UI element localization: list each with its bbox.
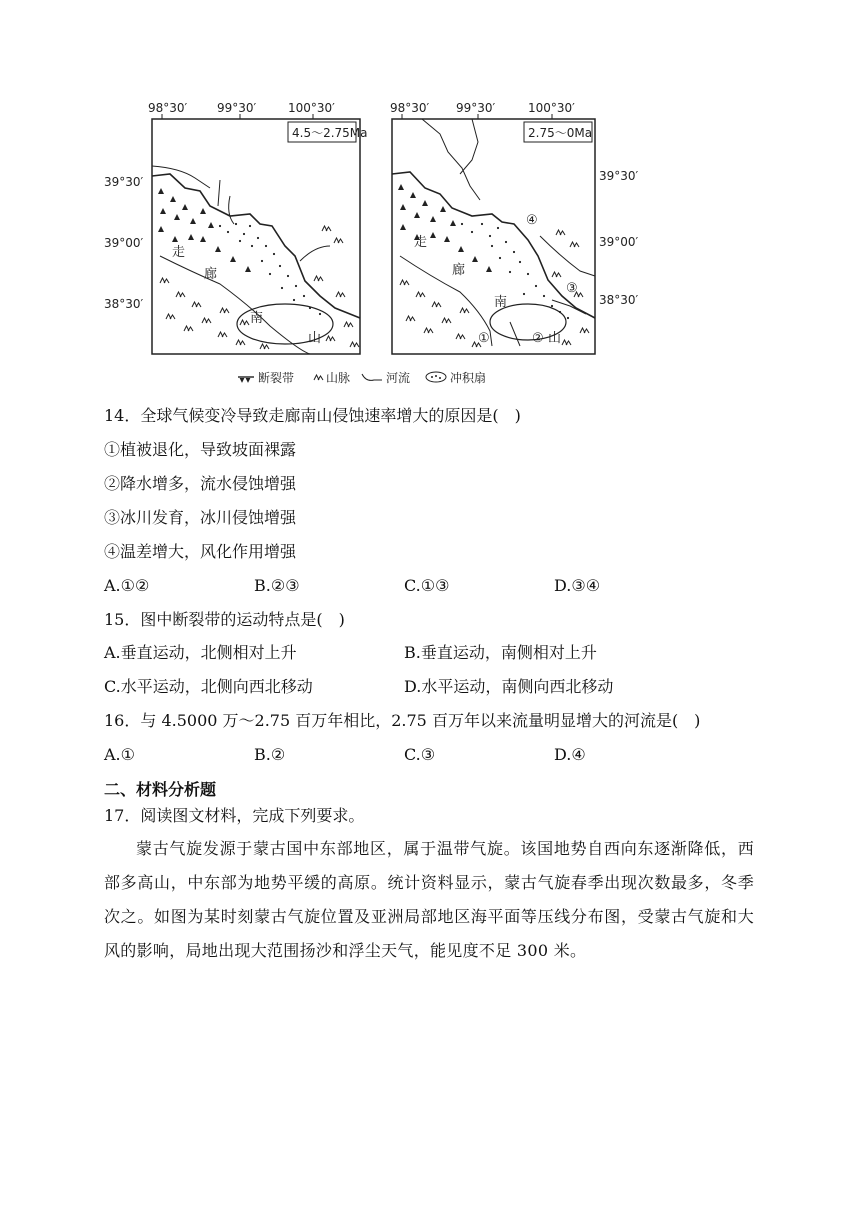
right-lat-label-1: 39°30′ xyxy=(599,169,639,183)
q14-option-b[interactable]: B.②③ xyxy=(254,576,300,595)
q14-option-c[interactable]: C.①③ xyxy=(404,576,450,595)
q16-option-b[interactable]: B.② xyxy=(254,745,286,764)
q14-option-a[interactable]: A.①② xyxy=(104,576,150,595)
left-map-char-lang: 廊 xyxy=(204,267,218,282)
river-marker-1: ① xyxy=(478,331,490,346)
left-lat-label-1: 39°30′ xyxy=(104,175,144,189)
q15-stem: 15．图中断裂带的运动特点是( ) xyxy=(104,610,345,629)
right-lon-label-3: 100°30′ xyxy=(528,101,575,115)
river-marker-3: ③ xyxy=(566,281,578,296)
map-legend xyxy=(238,370,486,385)
q14-item-1: ①植被退化，导致坡面裸露 xyxy=(104,440,297,459)
q17-material-paragraph: 蒙古气旋发源于蒙古国中东部地区，属于温带气旋。该国地势自西向东逐渐降低，西部多高山，中东部为地势平缓的高原。统计资料显示，蒙古气旋春季出现次数最多，冬季次之。如图为某时刻蒙古气旋位置及亚洲局部地区海平面等压线分布图，受蒙古气旋和大风的影响，局地出现大范围扬沙和浮尘天气，能见度不足 300 米。 xyxy=(104,839,754,960)
left-period-box: 4.5～2.75Ma xyxy=(292,126,368,140)
right-map-char-nan: 南 xyxy=(494,295,508,310)
q15-option-b[interactable]: B.垂直运动，南侧相对上升 xyxy=(404,643,597,662)
legend-river: 河流 xyxy=(386,371,411,385)
left-map-char-shan: 山 xyxy=(308,331,322,346)
right-map xyxy=(390,101,639,354)
right-lon-label-2: 99°30′ xyxy=(456,101,496,115)
right-map-char-shan: 山 xyxy=(548,331,562,346)
right-period-box: 2.75～0Ma xyxy=(528,126,593,140)
right-map-char-zou: 走 xyxy=(414,235,428,250)
left-lat-label-3: 38°30′ xyxy=(104,297,144,311)
right-map-char-lang: 廊 xyxy=(452,263,466,278)
right-lon-label-1: 98°30′ xyxy=(390,101,430,115)
legend-fault-zone: 断裂带 xyxy=(258,371,295,385)
q16-option-a[interactable]: A.① xyxy=(104,745,135,764)
q14-item-4: ④温差增大，风化作用增强 xyxy=(104,542,297,561)
left-lon-label-3: 100°30′ xyxy=(288,101,335,115)
q14-item-3: ③冰川发育，冰川侵蚀增强 xyxy=(104,508,297,527)
q16-stem: 16．与 4.5000 万～2.75 百万年相比，2.75 百万年以来流量明显增大的河流是( ) xyxy=(104,711,701,730)
legend-alluvial-fan: 冲积扇 xyxy=(450,371,487,385)
section-heading-material-analysis: 二、材料分析题 xyxy=(104,780,217,799)
river-marker-4: ④ xyxy=(526,213,538,228)
legend-mountain: 山脉 xyxy=(326,371,351,385)
q17-stem: 17．阅读图文材料，完成下列要求。 xyxy=(104,806,365,825)
river-marker-2: ② xyxy=(532,331,544,346)
left-lat-label-2: 39°00′ xyxy=(104,236,144,250)
q14-option-d[interactable]: D.③④ xyxy=(554,576,601,595)
fault-zone-maps-figure xyxy=(100,96,639,396)
q15-option-d[interactable]: D.水平运动，南侧向西北移动 xyxy=(404,677,614,696)
q15-option-a[interactable]: A.垂直运动，北侧相对上升 xyxy=(104,643,297,662)
left-map-char-nan: 南 xyxy=(250,311,264,326)
q15-option-c[interactable]: C.水平运动，北侧向西北移动 xyxy=(104,677,313,696)
left-map xyxy=(104,101,368,354)
left-map-char-zou: 走 xyxy=(172,245,186,260)
q14-stem: 14．全球气候变冷导致走廊南山侵蚀速率增大的原因是( ) xyxy=(104,406,521,425)
left-lon-label-2: 99°30′ xyxy=(217,101,257,115)
q16-option-c[interactable]: C.③ xyxy=(404,745,436,764)
right-lat-label-2: 39°00′ xyxy=(599,235,639,249)
left-lon-label-1: 98°30′ xyxy=(148,101,188,115)
q16-option-d[interactable]: D.④ xyxy=(554,745,586,764)
q14-item-2: ②降水增多，流水侵蚀增强 xyxy=(104,474,297,493)
right-lat-label-3: 38°30′ xyxy=(599,293,639,307)
